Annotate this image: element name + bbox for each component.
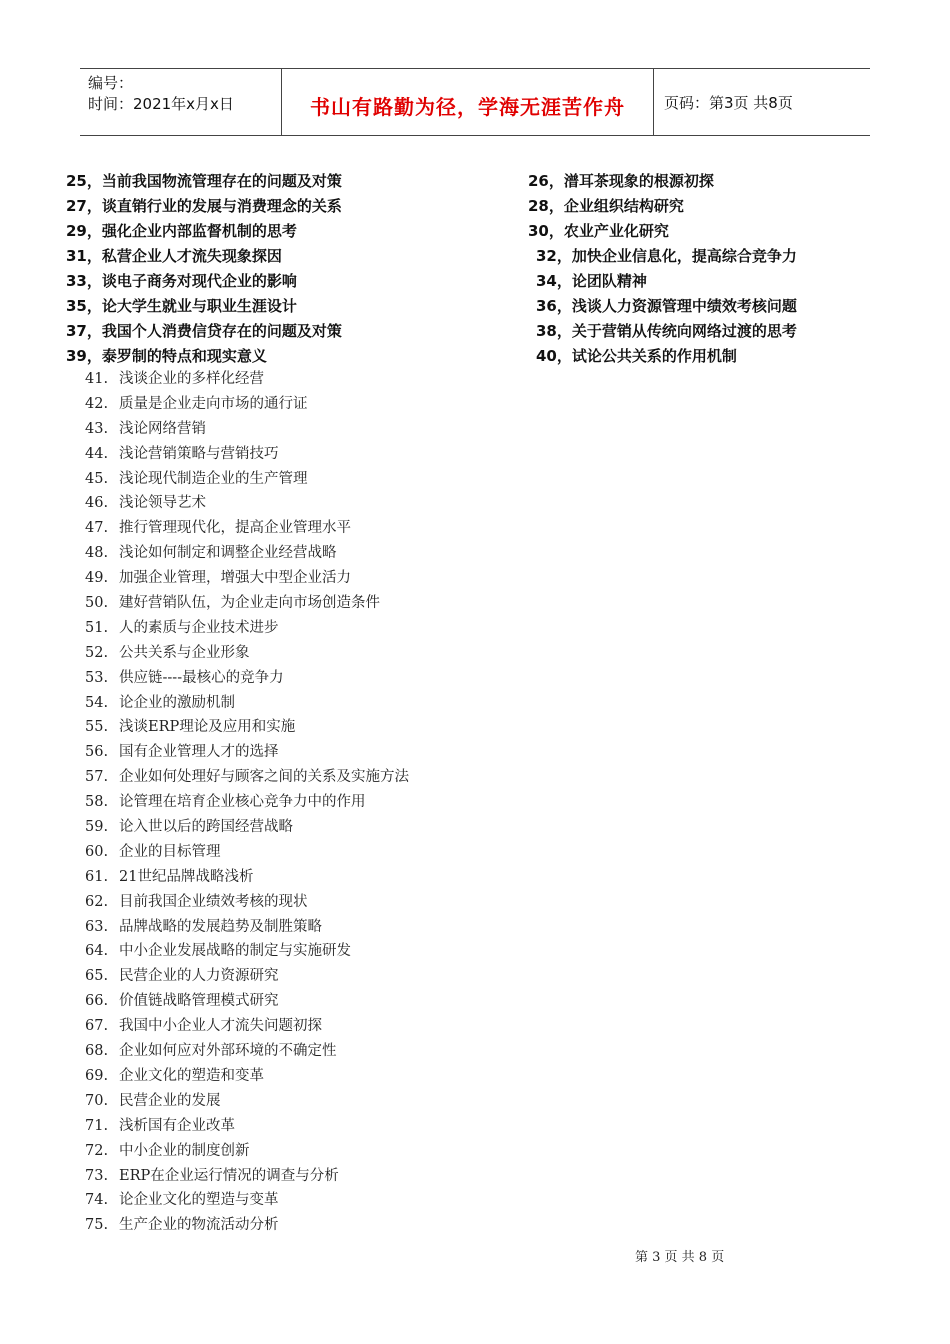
list-item-number: 63. — [85, 918, 109, 935]
topic-item: 35，论大学生就业与职业生涯设计 — [66, 297, 297, 315]
list-item-number: 58. — [85, 794, 109, 811]
list-item-text: 21世纪品牌战略浅析 — [119, 868, 254, 885]
list-item-number: 50. — [85, 595, 109, 612]
list-item-number: 52. — [85, 644, 109, 661]
list-item-text: 供应链----最核心的竞争力 — [119, 669, 284, 686]
bold-row — [66, 270, 846, 295]
list-item — [85, 716, 409, 741]
topic-item: 40，试论公共关系的作用机制 — [536, 347, 737, 365]
list-item-text: 浅谈ERP理论及应用和实施 — [119, 719, 296, 736]
list-item — [85, 418, 409, 443]
list-item-text: 论入世以后的跨国经营战略 — [119, 819, 293, 836]
list-item-text: 品牌战略的发展趋势及制胜策略 — [119, 918, 322, 935]
topic-item: 30，农业产业化研究 — [528, 222, 669, 240]
numbered-topic-list — [85, 368, 409, 1239]
topic-item: 27，谈直销行业的发展与消费理念的关系 — [66, 197, 342, 215]
list-item-number: 73. — [85, 1167, 109, 1184]
list-item — [85, 940, 409, 965]
list-item-text: 企业的目标管理 — [119, 843, 221, 860]
list-item-number: 48. — [85, 545, 109, 562]
bold-topic-list — [66, 170, 846, 370]
list-item — [85, 393, 409, 418]
list-item-number: 70. — [85, 1092, 109, 1109]
list-item-text: 企业文化的塑造和变革 — [119, 1067, 264, 1084]
list-item — [85, 916, 409, 941]
list-item-number: 74. — [85, 1192, 109, 1209]
list-item — [85, 766, 409, 791]
list-item — [85, 1040, 409, 1065]
list-item — [85, 741, 409, 766]
list-item-text: 论管理在培育企业核心竞争力中的作用 — [119, 794, 366, 811]
page-footer: 第 3 页 共 8 页 — [635, 1250, 725, 1265]
list-item-text: 民营企业的人力资源研究 — [119, 968, 279, 985]
list-item — [85, 1065, 409, 1090]
list-item-text: 浅论现代制造企业的生产管理 — [119, 470, 308, 487]
list-item-text: 人的素质与企业技术进步 — [119, 619, 279, 636]
list-item-number: 53. — [85, 669, 109, 686]
topic-item: 37，我国个人消费信贷存在的问题及对策 — [66, 322, 342, 340]
bold-row — [66, 345, 846, 370]
list-item — [85, 642, 409, 667]
list-item-number: 46. — [85, 495, 109, 512]
list-item-number: 66. — [85, 993, 109, 1010]
topic-item: 25，当前我国物流管理存在的问题及对策 — [66, 172, 342, 190]
list-item-text: 论企业的激励机制 — [119, 694, 235, 711]
list-item-text: 浅论如何制定和调整企业经营战略 — [119, 545, 337, 562]
time-label: 时间：2021年x月x日 — [88, 95, 234, 113]
list-item — [85, 692, 409, 717]
list-item — [85, 990, 409, 1015]
list-item — [85, 1214, 409, 1239]
list-item-number: 71. — [85, 1117, 109, 1134]
list-item-number: 68. — [85, 1043, 109, 1060]
list-item-number: 61. — [85, 868, 109, 885]
list-item-text: 公共关系与企业形象 — [119, 644, 250, 661]
list-item — [85, 617, 409, 642]
topic-item: 36，浅谈人力资源管理中绩效考核问题 — [536, 297, 797, 315]
list-item-text: 论企业文化的塑造与变革 — [119, 1192, 279, 1209]
list-item-number: 64. — [85, 943, 109, 960]
list-item-text: 浅谈企业的多样化经营 — [119, 371, 264, 387]
topic-item: 29，强化企业内部监督机制的思考 — [66, 222, 297, 240]
list-item — [85, 791, 409, 816]
list-item — [85, 1140, 409, 1165]
list-item-number: 60. — [85, 843, 109, 860]
bold-row — [66, 220, 846, 245]
list-item-number: 54. — [85, 694, 109, 711]
topic-item: 31，私营企业人才流失现象探因 — [66, 247, 282, 265]
list-item — [85, 368, 409, 393]
topic-item: 39，泰罗制的特点和现实意义 — [66, 347, 267, 365]
list-item-number: 65. — [85, 968, 109, 985]
list-item — [85, 667, 409, 692]
header-meta — [80, 69, 282, 135]
list-item-text: 目前我国企业绩效考核的现状 — [119, 893, 308, 910]
list-item-number: 62. — [85, 893, 109, 910]
list-item — [85, 965, 409, 990]
list-item-text: 浅论营销策略与营销技巧 — [119, 445, 279, 462]
list-item-number: 45. — [85, 470, 109, 487]
list-item-text: ERP在企业运行情况的调查与分析 — [119, 1167, 339, 1184]
motto: 书山有路勤为径，学海无涯苦作舟 — [310, 94, 625, 119]
list-item-number: 41. — [85, 371, 109, 387]
list-item — [85, 567, 409, 592]
list-item — [85, 443, 409, 468]
list-item-text: 企业如何应对外部环境的不确定性 — [119, 1043, 337, 1060]
list-item-text: 中小企业的制度创新 — [119, 1142, 250, 1159]
list-item-number: 43. — [85, 420, 109, 437]
list-item — [85, 841, 409, 866]
list-item — [85, 542, 409, 567]
bold-row — [66, 195, 846, 220]
list-item-number: 51. — [85, 619, 109, 636]
list-item — [85, 592, 409, 617]
serial-label: 编号： — [88, 74, 134, 92]
topic-item: 26，潽耳茶现象的根源初探 — [528, 172, 714, 190]
list-item-text: 推行管理现代化，提高企业管理水平 — [119, 520, 351, 537]
list-item-text: 浅论领导艺术 — [119, 495, 206, 512]
list-item — [85, 1090, 409, 1115]
list-item-number: 57. — [85, 769, 109, 786]
list-item-number: 72. — [85, 1142, 109, 1159]
list-item — [85, 1015, 409, 1040]
list-item-text: 企业如何处理好与顾客之间的关系及实施方法 — [119, 769, 409, 786]
topic-item: 33，谈电子商务对现代企业的影响 — [66, 272, 297, 290]
list-item-text: 国有企业管理人才的选择 — [119, 744, 279, 761]
list-item — [85, 891, 409, 916]
list-item-text: 建好营销队伍，为企业走向市场创造条件 — [119, 595, 380, 612]
topic-item: 28，企业组织结构研究 — [528, 197, 684, 215]
list-item — [85, 866, 409, 891]
list-item — [85, 816, 409, 841]
list-item-text: 浅论网络营销 — [119, 420, 206, 437]
list-item-number: 75. — [85, 1217, 109, 1234]
list-item — [85, 1189, 409, 1214]
list-item-number: 47. — [85, 520, 109, 537]
topic-item: 38，关于营销从传统向网络过渡的思考 — [536, 322, 797, 340]
page-code: 页码：第3页 共8页 — [664, 93, 793, 112]
list-item-number: 67. — [85, 1018, 109, 1035]
list-item — [85, 1165, 409, 1190]
list-item-number: 42. — [85, 395, 109, 412]
topic-item: 34，论团队精神 — [536, 272, 647, 290]
list-item-number: 44. — [85, 445, 109, 462]
bold-row — [66, 170, 846, 195]
topic-item: 32，加快企业信息化，提高综合竞争力 — [536, 247, 797, 265]
list-item-number: 55. — [85, 719, 109, 736]
list-item-text: 质量是企业走向市场的通行证 — [119, 395, 308, 412]
header-motto-cell — [282, 69, 654, 135]
list-item-text: 我国中小企业人才流失问题初探 — [119, 1018, 322, 1035]
list-item — [85, 468, 409, 493]
list-item-text: 价值链战略管理模式研究 — [119, 993, 279, 1010]
list-item-text: 民营企业的发展 — [119, 1092, 221, 1109]
list-item-number: 59. — [85, 819, 109, 836]
list-item-number: 49. — [85, 570, 109, 587]
header-page-cell — [654, 69, 870, 135]
bold-row — [66, 295, 846, 320]
list-item — [85, 492, 409, 517]
list-item-text: 浅析国有企业改革 — [119, 1117, 235, 1134]
list-item-text: 中小企业发展战略的制定与实施研发 — [119, 943, 351, 960]
bold-row — [66, 320, 846, 345]
page-header — [80, 68, 870, 136]
bold-row — [66, 245, 846, 270]
list-item-text: 加强企业管理，增强大中型企业活力 — [119, 570, 351, 587]
list-item-number: 69. — [85, 1067, 109, 1084]
list-item — [85, 1115, 409, 1140]
list-item-number: 56. — [85, 744, 109, 761]
list-item — [85, 517, 409, 542]
list-item-text: 生产企业的物流活动分析 — [119, 1217, 279, 1234]
